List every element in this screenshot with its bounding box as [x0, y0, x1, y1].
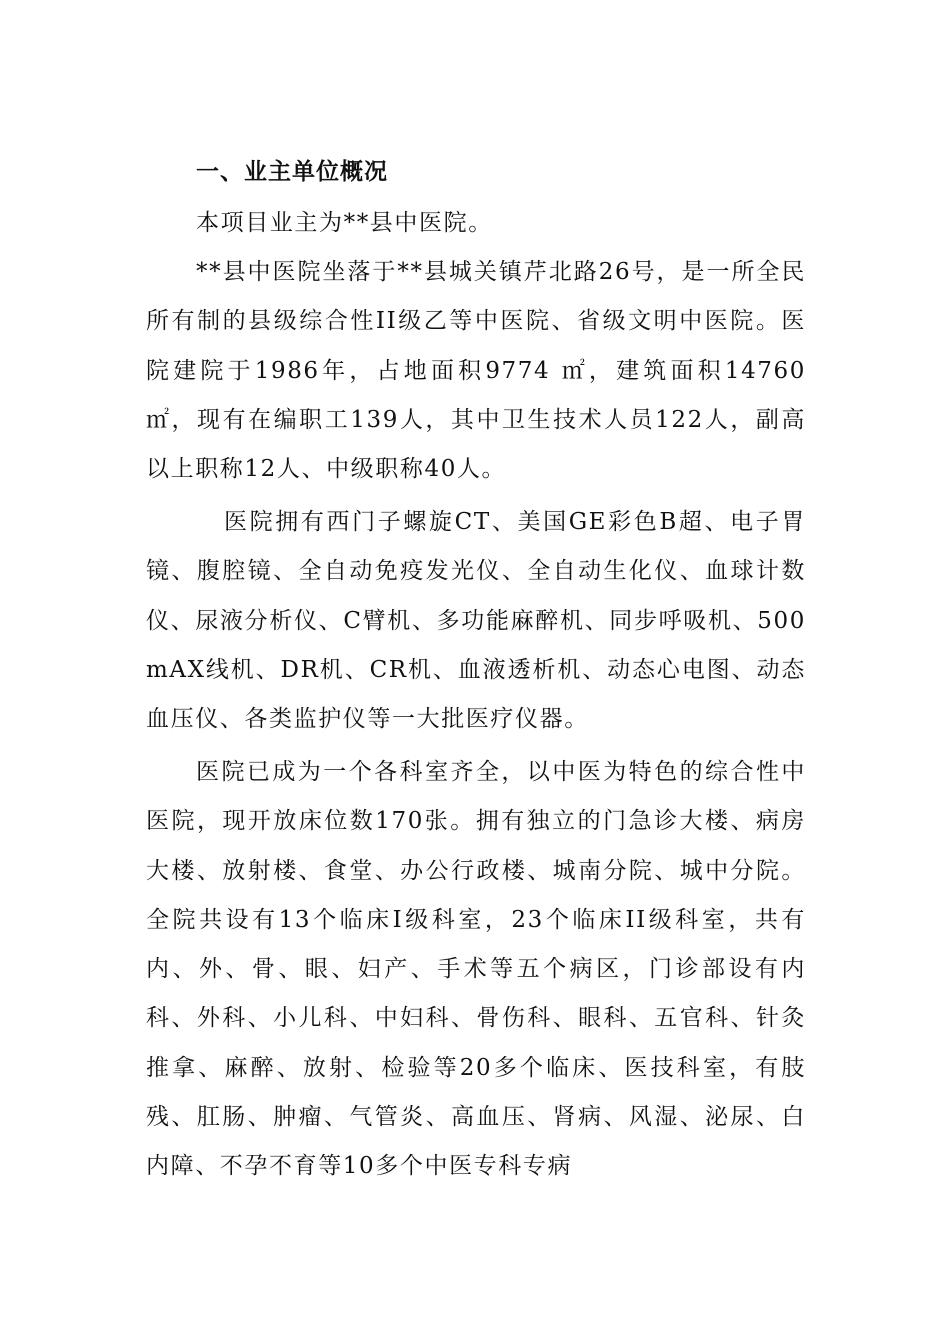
paragraph-hospital-overview: **县中医院坐落于**县城关镇芹北路26号，是一所全民所有制的县级综合性II级乙等中医院、省级文明中医院。医院建院于1986年，占地面积9774 ㎡，建筑面积14760 ㎡，现有在编职工139人，其中卫生技术人员122人，副高以上职称12人、中级职称40人。: [146, 259, 806, 483]
section-heading: 一、业主单位概况: [196, 158, 388, 185]
paragraph-owner-intro: 本项目业主为**县中医院。: [196, 210, 493, 236]
paragraph-departments: 医院已成为一个各科室齐全，以中医为特色的综合性中医院，现开放床位数170张。拥有独立的门急诊大楼、病房大楼、放射楼、食堂、办公行政楼、城南分院、城中分院。全院共设有13个临床I级科室，23个临床II级科室，共有内、外、骨、眼、妇产、手术等五个病区，门诊部设有内科、外科、小儿科、中妇科、骨伤科、眼科、五官科、针灸推拿、麻醉、放射、检验等20多个临床、医技科室，有肢残、肛肠、肿瘤、气管炎、高血压、肾病、风湿、泌尿、白内障、不孕不育等10多个中医专科专病: [146, 759, 806, 1180]
paragraph-medical-equipment: 医院拥有西门子螺旋CT、美国GE彩色B超、电子胃镜、腹腔镜、全自动免疫发光仪、全自动生化仪、血球计数仪、尿液分析仪、C臂机、多功能麻醉机、同步呼吸机、500mAX线机、DR机、CR机、血液透析机、动态心电图、动态血压仪、各类监护仪等一大批医疗仪器。: [146, 509, 806, 733]
